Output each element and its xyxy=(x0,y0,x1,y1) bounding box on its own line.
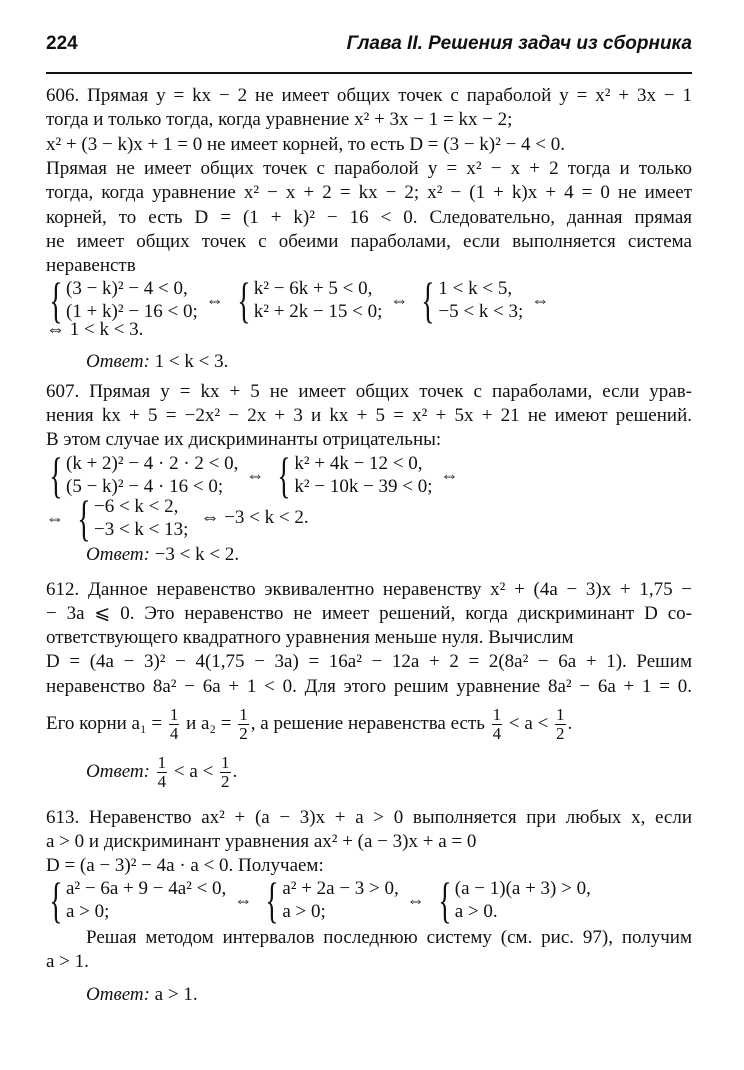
text-line: 607. Прямая y = kx + 5 не имеет общих точек с параболами, если урав- xyxy=(46,381,692,402)
system-row: −3 < k < 13; xyxy=(94,519,189,540)
brace-icon: { xyxy=(421,272,436,328)
system-row: a > 0; xyxy=(282,901,326,922)
text-line: D = (4a − 3)² − 4(1,75 − 3a) = 16a² − 12a + 2 = 2(8a² − 6a + 1). Решим xyxy=(46,651,692,672)
text-line: a > 0 и дискриминант уравнения ax² + (a − 3)x + a = 0 xyxy=(46,831,477,852)
text-segment: , а решение неравенства есть xyxy=(250,713,490,734)
system-row: (a − 1)(a + 3) > 0, xyxy=(454,878,591,899)
text-segment: 1 xyxy=(492,705,502,725)
text-line: неравенств xyxy=(46,255,136,276)
text-line: Решая методом интервалов последнюю систему (см. рис. 97), получим xyxy=(86,927,692,948)
text-line: неравенство 8a² − 6a + 1 < 0. Для этого решим уравнение 8a² − 6a + 1 = 0. xyxy=(46,676,692,697)
text-segment: < a < xyxy=(169,761,219,782)
text-segment: 2 xyxy=(556,724,565,744)
equivalence-sign: ⇔ xyxy=(205,289,224,310)
system-row: a² + 2a − 3 > 0, xyxy=(282,878,399,899)
answer xyxy=(86,983,198,1007)
system-row: (3 − k)² − 4 < 0, xyxy=(66,278,188,299)
system-row: a² − 6a + 9 − 4a² < 0, xyxy=(66,878,227,899)
text-line: − 3a ⩽ 0. Это неравенство не имеет решений, когда дискриминант D со- xyxy=(46,603,692,624)
equivalence-sign: ⇔ xyxy=(246,464,265,485)
inequality-system-chain xyxy=(44,272,557,328)
text-line: тогда и только тогда, когда уравнение x² + 3x − 1 = kx − 2; xyxy=(46,109,513,130)
text-line: Прямая не имеет общих точек с параболой y = x² − x + 2 тогда и только xyxy=(46,158,692,179)
equivalence-sign: ⇔ xyxy=(46,507,64,528)
answer xyxy=(86,350,228,374)
text-line: нения kx + 5 = −2x² − 2x + 3 и kx + 5 = x² + 5x + 21 не имеют решений. xyxy=(46,405,692,426)
text-segment: a > 1. xyxy=(154,984,198,1005)
system-row: −5 < k < 3; xyxy=(438,301,524,322)
result-line: ⇔ 1 < k < 3. xyxy=(46,319,144,340)
text-segment: 1 xyxy=(157,753,167,773)
system-row: k² + 2k − 15 < 0; xyxy=(253,301,383,322)
brace-icon: { xyxy=(49,872,63,928)
text-segment: Ответ: xyxy=(86,351,150,372)
text-segment: 1 xyxy=(221,753,230,773)
brace-icon: { xyxy=(438,872,452,928)
system-row: k² + 4k − 12 < 0, xyxy=(294,453,423,474)
text-line: тогда, когда уравнение x² − x + 2 = kx − 2; x² − (1 + k)x + 4 = 0 не имеет xyxy=(46,182,692,203)
inequality-system-chain xyxy=(44,447,467,503)
equivalence-sign: ⇔ xyxy=(406,889,425,910)
text-segment: 2 xyxy=(239,724,248,744)
brace-icon: { xyxy=(49,447,63,503)
text-segment: Ответ: xyxy=(86,544,150,565)
brace-icon: { xyxy=(277,447,292,503)
fraction xyxy=(492,706,503,743)
text-line: не имеет общих точек с обеими параболами, если выполняется система xyxy=(46,231,692,252)
inequality-system-chain xyxy=(44,490,309,546)
text-segment: 1 xyxy=(169,705,179,725)
equivalence-sign: ⇔ xyxy=(390,289,409,310)
system-row: a > 0; xyxy=(66,901,110,922)
text-line: 612. Данное неравенство эквивалентно неравенству x² + (4a − 3)x + 1,75 − xyxy=(46,579,692,600)
text-segment: 2 xyxy=(221,772,230,792)
system-row: a > 0. xyxy=(454,901,498,922)
text-segment: 1 < k < 3. xyxy=(154,351,229,372)
header-rule xyxy=(46,72,692,74)
result-line: ⇔ −3 < k < 2. xyxy=(200,507,309,528)
text-segment: 4 xyxy=(169,724,179,744)
page-number: 224 xyxy=(46,33,78,54)
answer xyxy=(86,543,239,567)
text-line: В этом случае их дискриминанты отрицательны: xyxy=(46,429,442,450)
system-row: (k + 2)² − 4 · 2 · 2 < 0, xyxy=(66,453,239,474)
chapter-title: Глава II. Решения задач из сборника xyxy=(346,33,692,54)
system-row: 1 < k < 5, xyxy=(438,278,513,299)
text-line: ответствующего квадратного уравнения меньше нуля. Вычислим xyxy=(46,627,574,648)
system-row: −6 < k < 2, xyxy=(94,496,179,517)
system-row: k² − 6k + 5 < 0, xyxy=(253,278,373,299)
text-line: a > 1. xyxy=(46,951,89,972)
equivalence-sign: ⇔ xyxy=(234,889,253,910)
roots-line xyxy=(46,704,692,744)
fraction xyxy=(169,706,180,743)
text-segment: Ответ: xyxy=(86,761,150,782)
equivalence-sign: ⇔ xyxy=(440,464,459,485)
text-segment: 1 xyxy=(239,705,248,725)
brace-icon: { xyxy=(77,490,91,546)
brace-icon: { xyxy=(237,272,251,328)
text-line: x² + (3 − k)x + 1 = 0 не имеет корней, то есть D = (3 − k)² − 4 < 0. xyxy=(46,134,566,155)
fraction xyxy=(220,754,231,791)
equivalence-sign: ⇔ xyxy=(531,289,550,310)
text-segment: Ответ: xyxy=(86,984,150,1005)
fraction xyxy=(157,754,168,791)
answer xyxy=(86,752,237,792)
text-segment: Его корни a₁ = xyxy=(46,713,167,734)
fraction xyxy=(555,706,566,743)
text-line: корней, то есть D = (1 + k)² − 16 < 0. Следовательно, данная прямая xyxy=(46,207,692,228)
text-line: D = (a − 3)² − 4a · a < 0. Получаем: xyxy=(46,855,324,876)
text-segment: −3 < k < 2. xyxy=(154,544,240,565)
brace-icon: { xyxy=(265,872,279,928)
system-row: k² − 10k − 39 < 0; xyxy=(294,476,433,497)
text-segment: . xyxy=(567,713,573,734)
text-segment: < a < xyxy=(504,713,554,734)
text-line: 613. Неравенство ax² + (a − 3)x + a > 0 выполняется при любых x, если xyxy=(46,807,692,828)
system-row: (5 − k)² − 4 · 16 < 0; xyxy=(66,476,224,497)
brace-icon: { xyxy=(49,272,63,328)
inequality-system-chain xyxy=(44,872,591,928)
text-segment: 4 xyxy=(492,724,502,744)
text-segment: 1 xyxy=(556,705,565,725)
system-row: (1 + k)² − 16 < 0; xyxy=(66,301,198,322)
text-segment: 4 xyxy=(157,772,167,792)
fraction xyxy=(238,706,249,743)
text-line: 606. Прямая y = kx − 2 не имеет общих точек с параболой y = x² + 3x − 1 xyxy=(46,85,692,106)
text-segment: . xyxy=(232,761,238,782)
text-segment: и a₂ = xyxy=(181,713,237,734)
